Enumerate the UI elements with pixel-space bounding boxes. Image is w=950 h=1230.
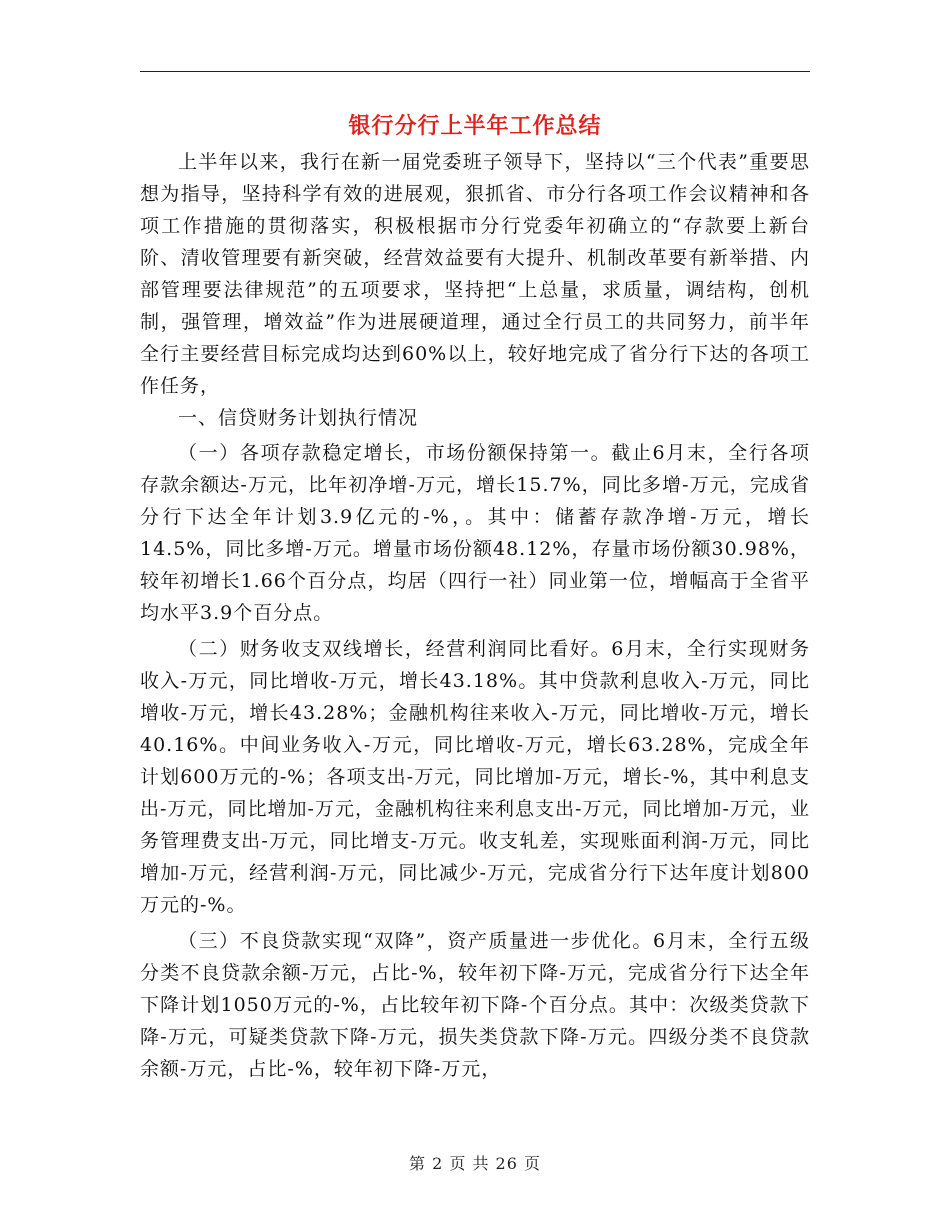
document-body — [140, 146, 810, 1085]
page-number: 第 2 页 共 26 页 — [409, 1154, 541, 1173]
section-heading-credit-finance: 一、信贷财务计划执行情况 — [178, 407, 419, 429]
paragraph-deposits: （一）各项存款稳定增长，市场份额保持第一。截止6月末，全行各项存款余额达-万元，比年初净增-万元，增长15.7%，同比多增-万元，完成省分行下达全年计划3.9亿元的-%，。其中：储蓄存款净增-万元，增长14.5%，同比多增-万元。增量市场份额48.12%，存量市场份额30.98%，较年初增长1.66个百分点，均居（四行一社）同业第一位，增幅高于全省平均水平3.9个百分点。 — [140, 442, 810, 624]
paragraph-intro: 上半年以来，我行在新一届党委班子领导下，坚持以“三个代表”重要思想为指导，坚持科学有效的进展观，狠抓省、市分行各项工作会议精神和各项工作措施的贯彻落实，积极根据市分行党委年初确立的“存款要上新台阶、清收管理要有新突破，经营效益要有大提升、机制改革要有新举措、内部管理要法律规范”的五项要求，坚持把“上总量，求质量，调结构，创机制，强管理，增效益”作为进展硬道理，通过全行员工的共同努力，前半年全行主要经营目标完成均达到60%以上，较好地完成了省分行下达的各项工作任务， — [140, 151, 810, 397]
paragraph-finance: （二）财务收支双线增长，经营利润同比看好。6月末，全行实现财务收入-万元，同比增收-万元，增长43.18%。其中贷款利息收入-万元，同比增收-万元，增长43.28%；金融机构往来收入-万元，同比增收-万元，增长40.16%。中间业务收入-万元，同比增收-万元，增长63.28%，完成全年计划600万元的-%；各项支出-万元，同比增加-万元，增长-%，其中利息支出-万元，同比增加-万元，金融机构往来利息支出-万元，同比增加-万元，业务管理费支出-万元，同比增支-万元。收支轧差，实现账面利润-万元，同比增加-万元，经营利润-万元，同比减少-万元，完成省分行下达年度计划800万元的-%。 — [140, 638, 810, 916]
header-rule — [140, 71, 810, 72]
paragraph-nonperforming-loans: （三）不良贷款实现“双降”，资产质量进一步优化。6月末，全行五级分类不良贷款余额-万元，占比-%，较年初下降-万元，完成省分行下达全年下降计划1050万元的-%，占比较年初下降-个百分点。其中：次级类贷款下降-万元，可疑类贷款下降-万元，损失类贷款下降-万元。四级分类不良贷款余额-万元，占比-%，较年初下降-万元， — [140, 930, 810, 1080]
document-title: 银行分行上半年工作总结 — [348, 113, 602, 139]
